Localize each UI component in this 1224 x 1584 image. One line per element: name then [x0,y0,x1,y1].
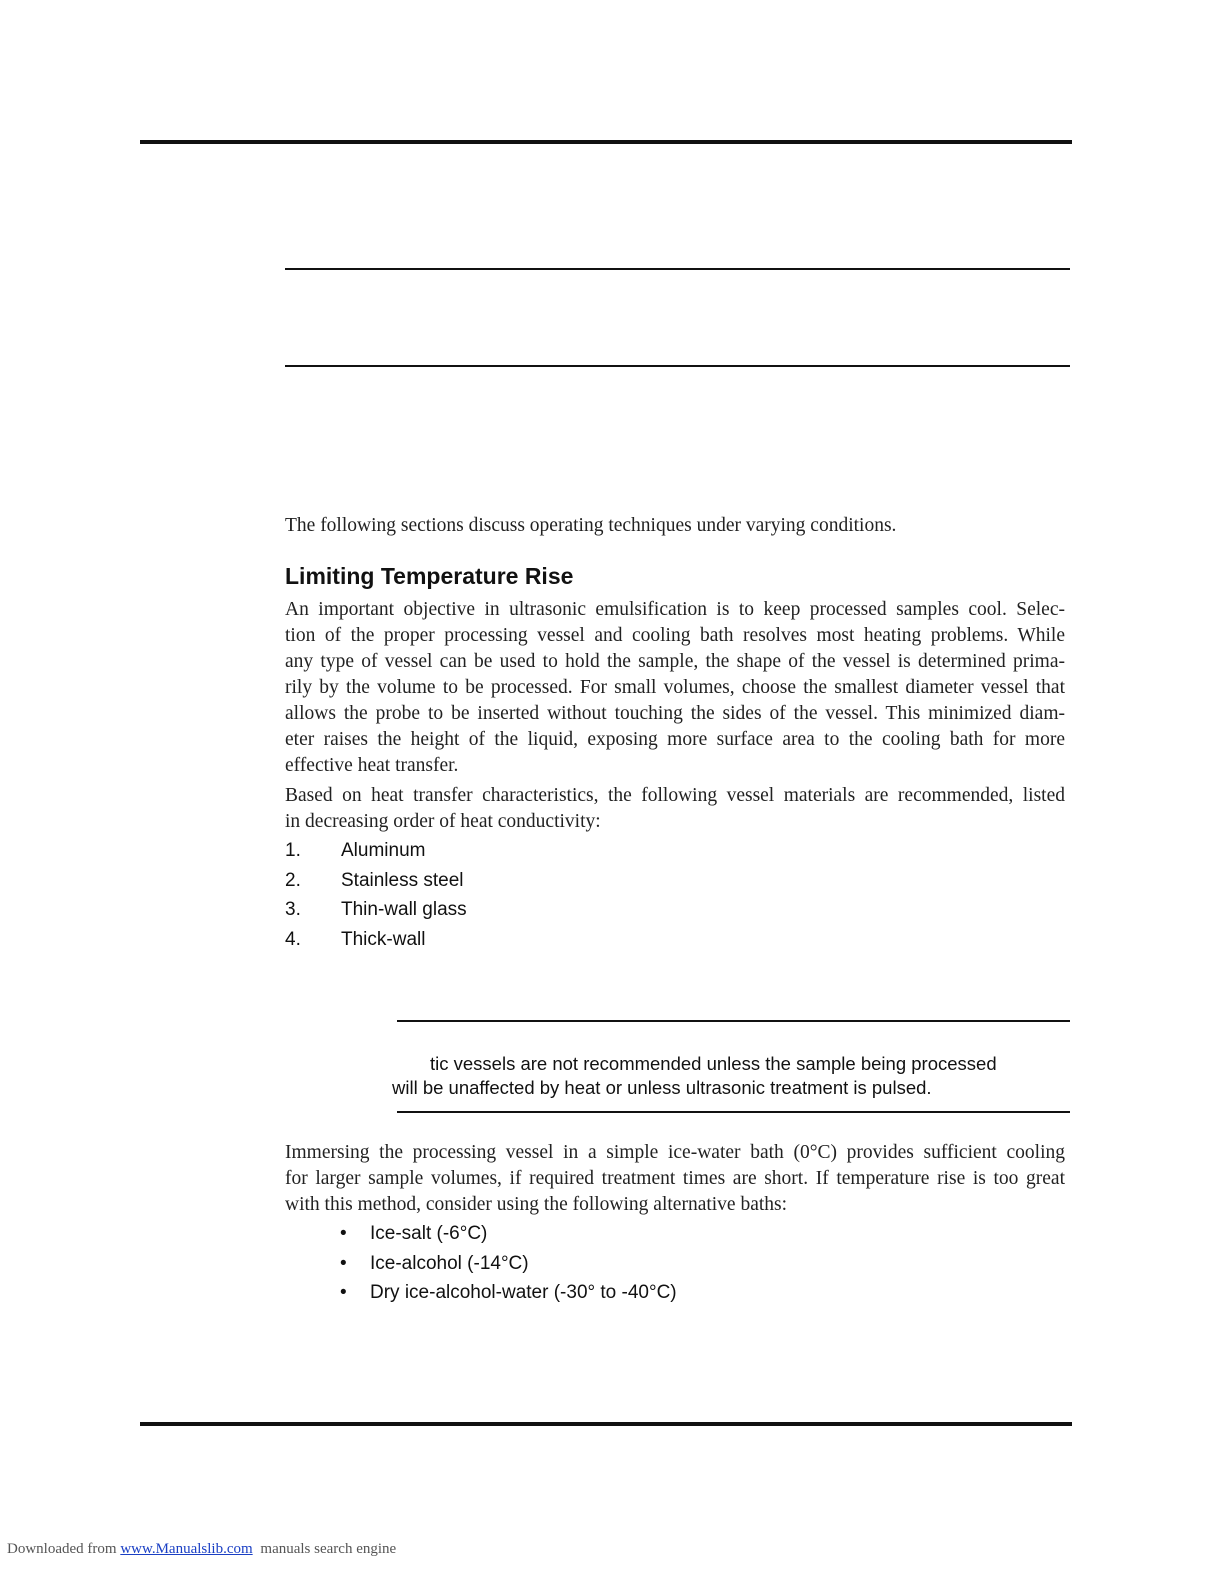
note-line: tic vessels are not recommended unless the sample being processed [430,1053,997,1074]
section-heading: Limiting Temperature Rise [285,563,574,589]
paragraph-line: in decreasing order of heat conductivity: [285,811,601,832]
footer-suffix: manuals search engine [260,1541,397,1557]
list-number: 1. [285,840,301,861]
list-text: Stainless steel [341,870,464,891]
paragraph-cooling-bath [285,1140,1065,1218]
list-text: Thin-wall glass [341,899,467,920]
list-number: 3. [285,899,301,920]
paragraph-line: tion of the proper processing vessel and cooling bath resolves most heating problems. While [285,625,1065,646]
paragraph-line: rily by the volume to be processed. For small volumes, choose the smallest diameter vessel that [285,677,1065,698]
paragraph-vessel-selection [285,597,1065,779]
paragraph-line: for larger sample volumes, if required treatment times are short. If temperature rise is too great [285,1168,1065,1189]
bottom-rule [140,1422,1072,1426]
bullet-icon: • [340,1223,347,1244]
paragraph-line: effective heat transfer. [285,755,459,776]
list-number: 2. [285,870,301,891]
list-text: Ice-alcohol (-14°C) [370,1253,529,1274]
footer-link[interactable]: www.Manualslib.com [120,1541,253,1557]
paragraph-line: allows the probe to be inserted without touching the sides of the vessel. This minimized diam- [285,703,1065,724]
note-line: will be unaffected by heat or unless ultrasonic treatment is pulsed. [392,1077,932,1098]
paragraph-line: An important objective in ultrasonic emulsification is to keep processed samples cool. Selec- [285,599,1065,620]
paragraph-line: any type of vessel can be used to hold the sample, the shape of the vessel is determined prima- [285,651,1065,672]
list-text: Aluminum [341,840,426,861]
list-text: Ice-salt (-6°C) [370,1223,488,1244]
paragraph-line: with this method, consider using the following alternative baths: [285,1194,788,1215]
list-text: Dry ice-alcohol-water (-30° to -40°C) [370,1282,677,1303]
bullet-icon: • [340,1282,347,1303]
footer-prefix: Downloaded from [7,1541,117,1557]
paragraph-materials-intro [285,783,1065,835]
footer [7,1541,396,1558]
top-rule [140,140,1072,144]
bullet-icon: • [340,1253,347,1274]
header-rule-2 [285,365,1070,367]
header-rule-1 [285,268,1070,270]
note-rule-bottom [397,1111,1070,1113]
intro-text: The following sections discuss operating techniques under varying conditions. [285,515,897,536]
paragraph-line: Based on heat transfer characteristics, the following vessel materials are recommended, listed [285,785,1065,806]
note-rule-top [397,1020,1070,1022]
list-text: Thick-wall [341,929,426,950]
paragraph-line: eter raises the height of the liquid, exposing more surface area to the cooling bath for more [285,729,1065,750]
paragraph-line: Immersing the processing vessel in a simple ice-water bath (0°C) provides sufficient cooling [285,1142,1065,1163]
list-number: 4. [285,929,301,950]
